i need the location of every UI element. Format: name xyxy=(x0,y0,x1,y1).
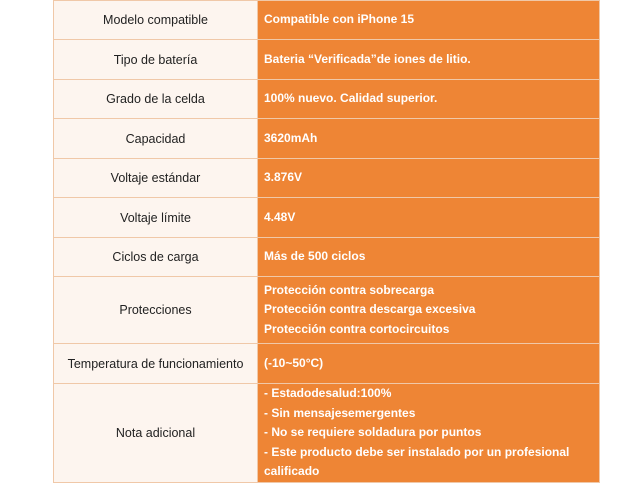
spec-value xyxy=(258,119,600,159)
spec-value xyxy=(258,198,600,238)
spec-row-protections xyxy=(54,277,600,344)
spec-value-line: 3620mAh xyxy=(264,130,318,145)
spec-value xyxy=(258,1,600,40)
spec-value xyxy=(258,80,600,119)
spec-value-line: Protección contra sobrecarga xyxy=(264,282,435,297)
spec-row-operating-temperature xyxy=(54,344,600,384)
spec-label: Modelo compatible xyxy=(54,1,258,40)
spec-row-cell-grade xyxy=(54,80,600,119)
spec-value-line: - Este producto debe ser instalado por un profesional calificado xyxy=(264,444,570,478)
spec-value-line: Más de 500 ciclos xyxy=(264,249,366,264)
spec-value xyxy=(258,384,600,483)
spec-row-standard-voltage xyxy=(54,159,600,198)
spec-value xyxy=(258,238,600,277)
spec-value-line: 100% nuevo. Calidad superior. xyxy=(264,91,438,106)
spec-label: Grado de la celda xyxy=(54,80,258,119)
spec-row-charge-cycles xyxy=(54,238,600,277)
spec-value xyxy=(258,40,600,80)
spec-label: Tipo de batería xyxy=(54,40,258,80)
spec-row-battery-type xyxy=(54,40,600,80)
spec-label: Voltaje estándar xyxy=(54,159,258,198)
spec-value xyxy=(258,277,600,344)
spec-value-line: Bateria “Verificada”de iones de litio. xyxy=(264,51,471,66)
spec-value xyxy=(258,344,600,384)
spec-value-line: - No se requiere soldadura por puntos xyxy=(264,425,482,439)
spec-label: Protecciones xyxy=(54,277,258,344)
spec-row-limit-voltage xyxy=(54,198,600,238)
spec-label: Capacidad xyxy=(54,119,258,159)
spec-value xyxy=(258,159,600,198)
spec-value-line: Protección contra descarga excesiva xyxy=(264,302,476,317)
spec-value-line: - Estadodesalud:100% xyxy=(264,386,392,400)
battery-spec-table xyxy=(53,0,600,483)
spec-value-line: (-10~50°C) xyxy=(264,355,324,370)
spec-label: Voltaje límite xyxy=(54,198,258,238)
spec-value-line: 3.876V xyxy=(264,170,303,185)
spec-row-additional-note xyxy=(54,384,600,483)
spec-value-line: 4.48V xyxy=(264,209,296,224)
spec-value-line: Compatible con iPhone 15 xyxy=(264,12,415,27)
spec-row-capacity xyxy=(54,119,600,159)
spec-label: Nota adicional xyxy=(54,384,258,483)
spec-row-compatible-model xyxy=(54,1,600,40)
spec-value-line: - Sin mensajesemergentes xyxy=(264,405,416,420)
spec-value-line: Protección contra cortocircuitos xyxy=(264,321,450,336)
spec-label: Ciclos de carga xyxy=(54,238,258,277)
spec-label: Temperatura de funcionamiento xyxy=(54,344,258,384)
